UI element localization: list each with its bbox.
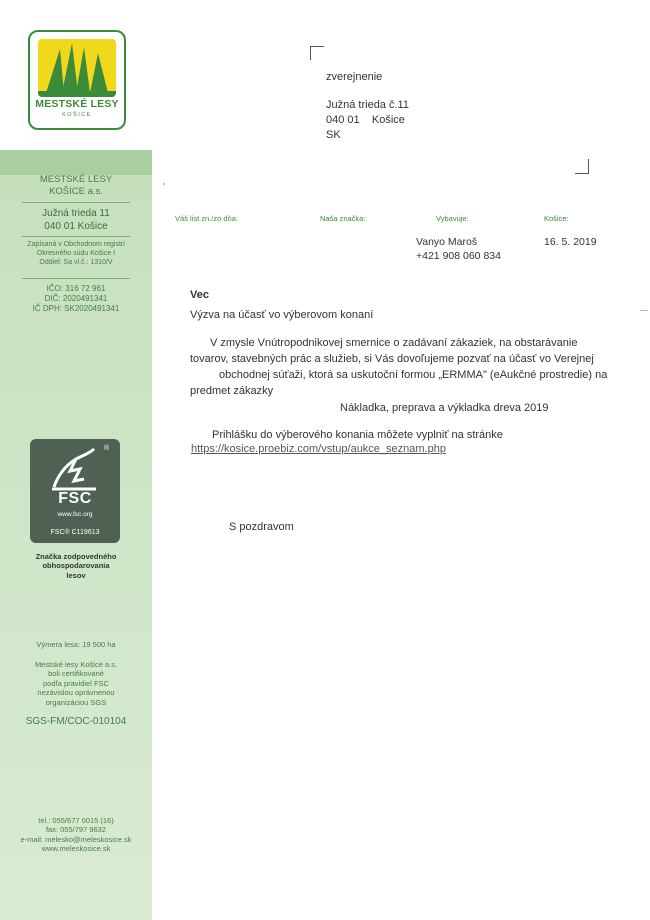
label-place: Košice: [544, 214, 569, 223]
fsc-code: FSC® C119613 [50, 529, 100, 536]
tender-name: Nákladka, preprava a výkladka dreva 2019 [340, 402, 549, 414]
company-address: Južná trieda 11 040 01 Košice [42, 208, 110, 232]
application-text: Prihlášku do výberového konania môžete vyplniť na stránke [212, 429, 503, 441]
letter-paragraph: V zmysle Vnútropodnikovej smernice o zadávaní zákaziek, na obstarávanie tovarov, stavebných prác a služieb, si Vás dovoľujeme pozvať na účasť vo Verejnej obchodnej súťaži, ktorá sa uskutoční formou „ERMMA" (eAukčné prostredie) na predmet zákazky [190, 337, 608, 397]
letterhead-sidebar [0, 0, 152, 920]
company-logo [28, 30, 126, 130]
window-corner-mark [588, 159, 589, 173]
forest-area: Výmera lesa: 19 500 ha [36, 640, 116, 649]
letter-date: 16. 5. 2019 [544, 236, 597, 248]
recipient-address: zverejnenie Južná trieda č.11 040 01 Košice SK [326, 71, 409, 141]
fsc-label: FSC [58, 490, 92, 507]
handled-by-contact: Vanyo Maroš +421 908 060 834 [416, 236, 501, 263]
scan-artifact [163, 183, 165, 185]
divider [22, 236, 130, 237]
divider [22, 202, 130, 203]
company-ids: IČO: 316 72 961 DIČ: 2020491341 IČ DPH: SK2020491341 [32, 284, 120, 313]
contact-info: tel.: 055/677 0015 (16) fax: 055/797 9632 e-mail: melesko@meleskosice.sk www.meleskosice.sk [20, 816, 132, 854]
window-corner-mark [310, 46, 324, 47]
application-link[interactable]: https://kosice.proebiz.com/vstup/aukce_seznam.php [191, 443, 446, 455]
company-name: MESTSKÉ LESY KOŠICE a.s. [39, 174, 113, 197]
fsc-description: Značka zodpovedného obhospodarovania lesov [35, 552, 117, 580]
certification-info: Mestské lesy Košice a.s. boli certifikované podľa pravidiel FSC nezávislou oprávnenou organizáciou SGS [34, 660, 118, 707]
fsc-tree-icon [50, 445, 100, 491]
registry-info: Zapísaná v Obchodnom registri Okresného súdu Košice I Oddiel: Sa vl.č.: 1310/V [27, 241, 125, 266]
label-your-letter: Váš list zn./zo dňa: [175, 214, 238, 223]
logo-name: MESTSKÉ LESY [35, 98, 119, 110]
tree-logo-icon [38, 39, 116, 97]
fsc-registered: ® [104, 445, 110, 452]
subject-line: Výzva na účasť vo výberovom konaní [190, 309, 374, 321]
subject-heading: Vec [190, 289, 209, 301]
certification-code: SGS-FM/COC-010104 [25, 716, 127, 727]
fsc-url: www.fsc.org [57, 511, 93, 518]
label-handled-by: Vybavuje: [436, 214, 469, 223]
fsc-badge [30, 439, 120, 543]
label-our-ref: Naša značka: [320, 214, 366, 223]
window-corner-mark [575, 173, 589, 174]
scan-artifact [640, 310, 648, 311]
logo-sub: KOŠICE [62, 112, 92, 118]
divider [22, 278, 130, 279]
window-corner-mark [310, 46, 311, 60]
closing: S pozdravom [229, 521, 294, 533]
